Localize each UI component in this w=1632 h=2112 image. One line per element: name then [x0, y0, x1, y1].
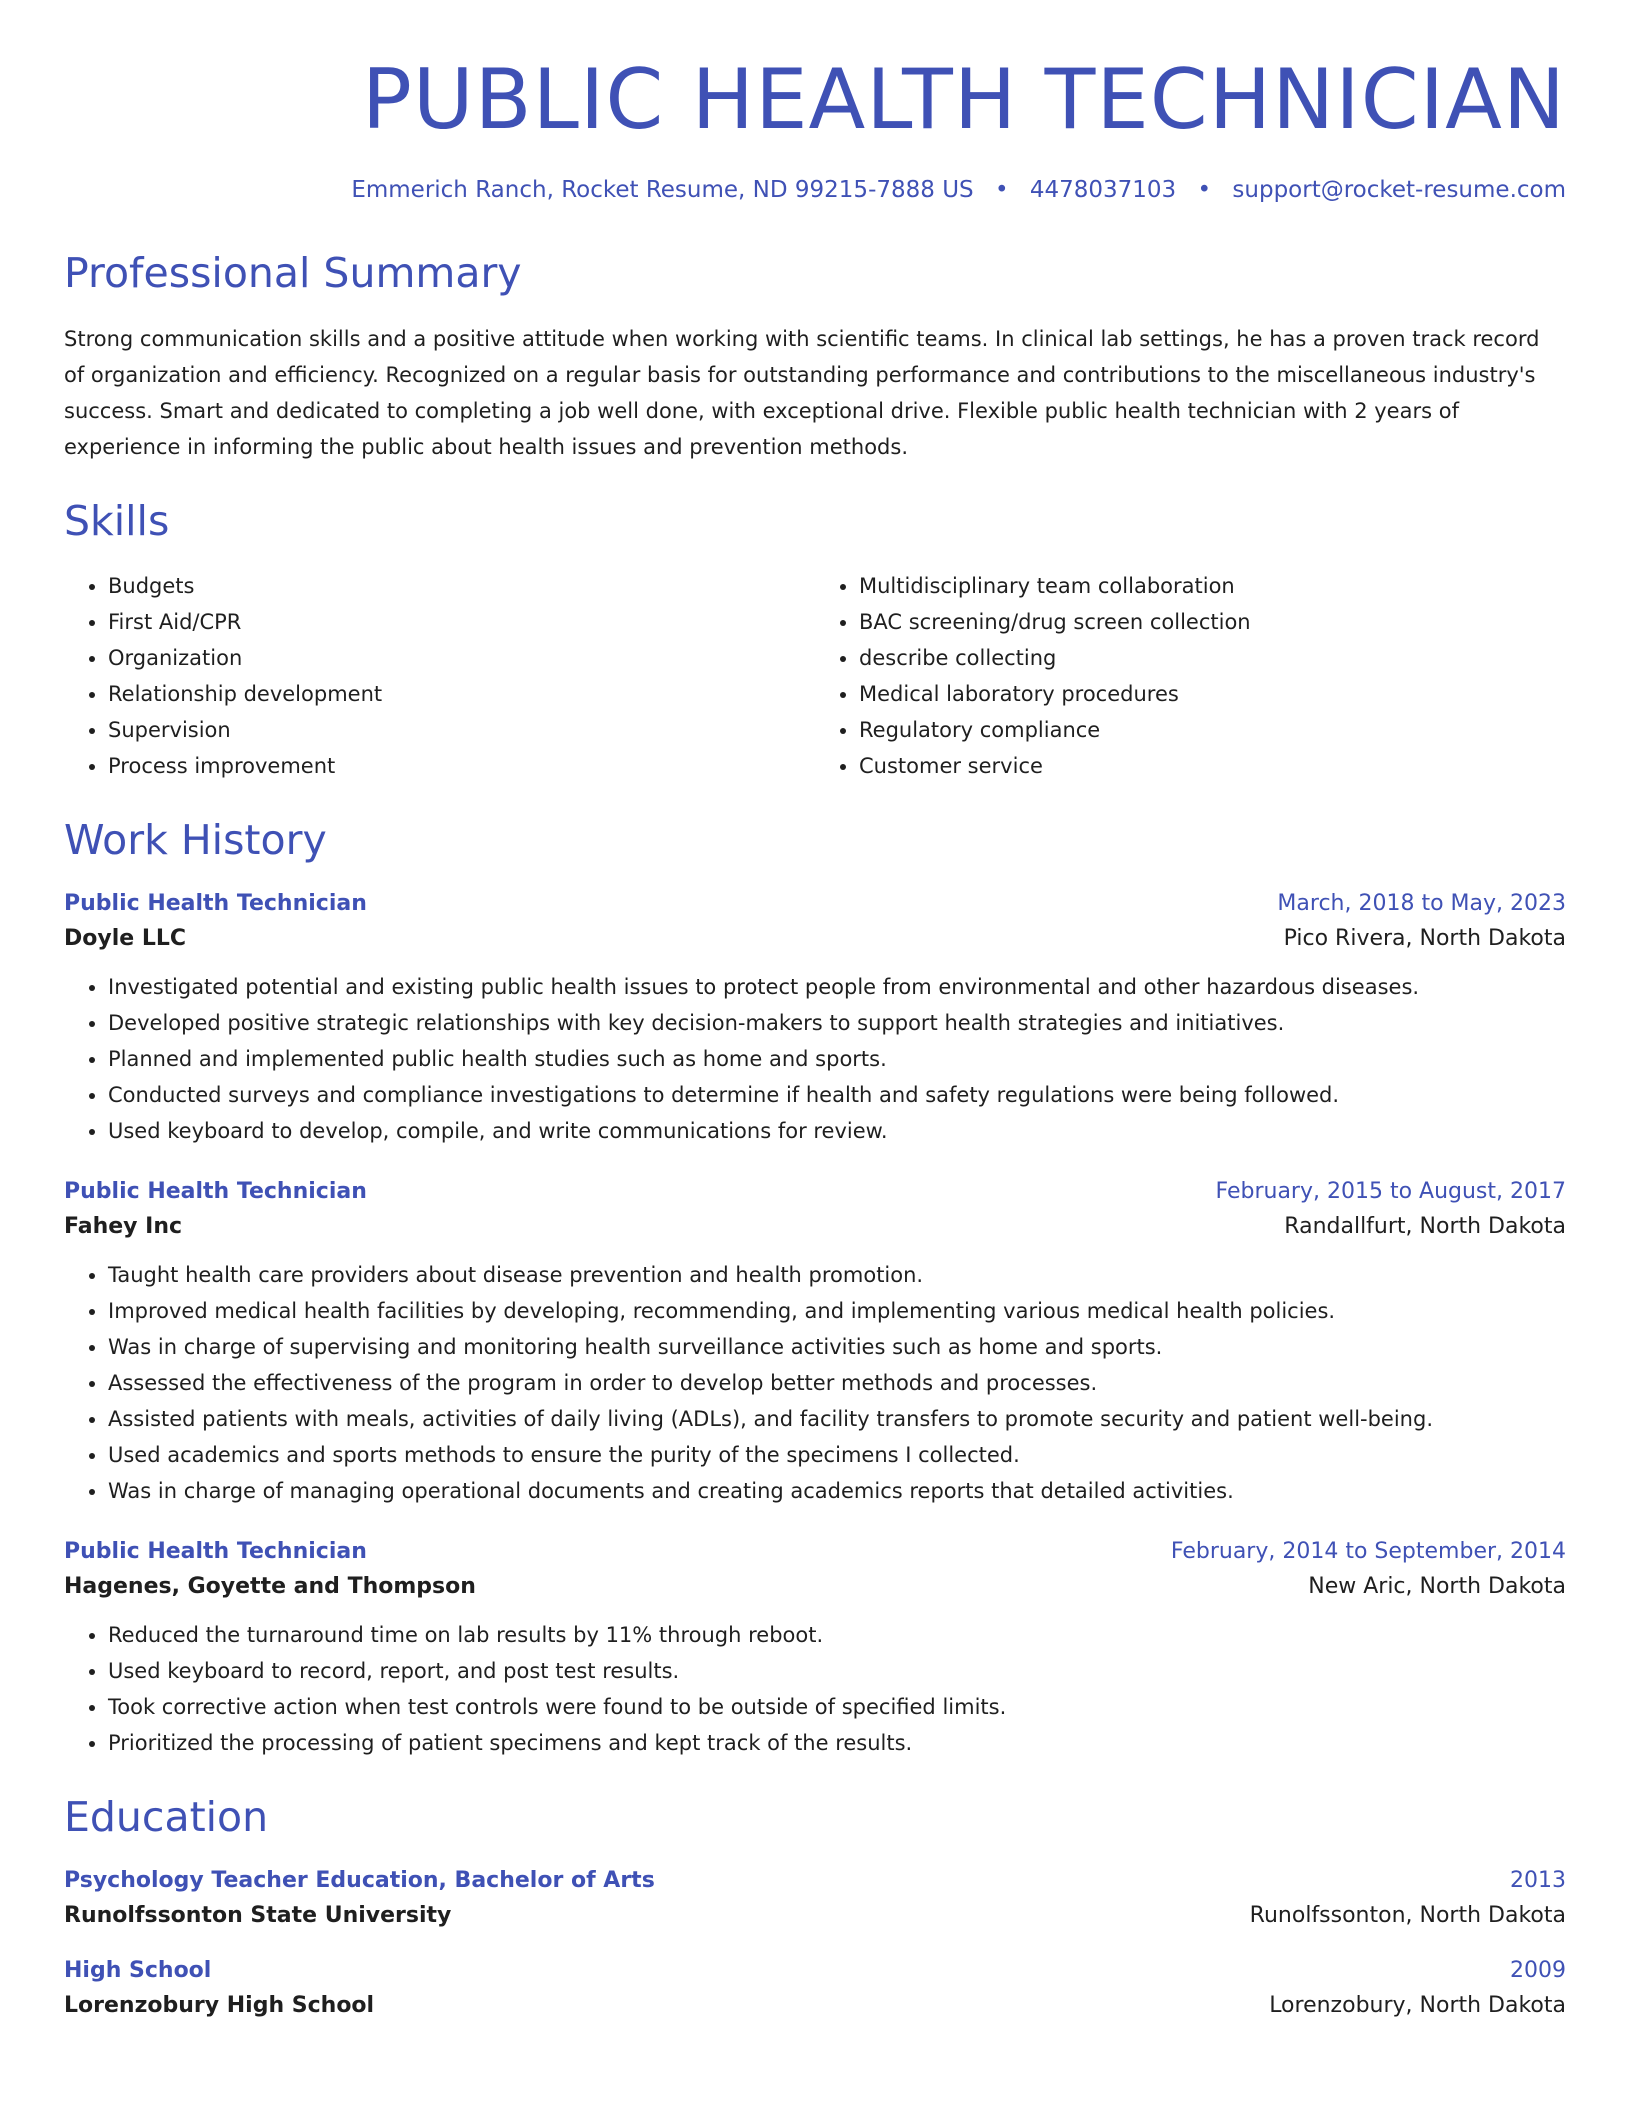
skill-item: • Organization [108, 640, 815, 676]
job-role: Public Health Technician [64, 891, 367, 916]
summary-text: Strong communication skills and a positive attitude when working with scientific teams. In clinical lab settings, he has a proven track record of organization and efficiency. Recognized on a regular basis for outstanding performance and contributions to the miscellaneous industry's success. Smart and dedicated to completing a job well done, with exceptional drive. Flexible public health technician with 2 years of experience in informing the public about health issues and prevention methods. [64, 327, 1540, 459]
skill-item: • Relationship development [108, 676, 815, 712]
job-location: New Aric, North Dakota [1308, 1574, 1566, 1599]
resume-name-heading: PUBLIC HEALTH TECHNICIAN [361, 51, 1566, 148]
education-year: 2009 [1510, 1958, 1566, 1983]
education-header [64, 1868, 1566, 1893]
education-entry [64, 1868, 1566, 1928]
skills-column-right [815, 568, 1566, 784]
education-year: 2013 [1510, 1868, 1566, 1893]
job-header [64, 891, 1566, 916]
education-location: Runolfssonton, North Dakota [1249, 1903, 1566, 1928]
skills-column-left [64, 568, 815, 784]
job-bullet: • Planned and implemented public health studies such as home and sports. [108, 1041, 1566, 1077]
job-bullet: • Prioritized the processing of patient specimens and kept track of the results. [108, 1725, 1566, 1761]
job-company: Doyle LLC [64, 926, 187, 951]
job-bullet: • Improved medical health facilities by developing, recommending, and implementing various medical health policies. [108, 1293, 1566, 1329]
job-location: Pico Rivera, North Dakota [1283, 926, 1566, 951]
contact-line [64, 177, 1566, 203]
skill-item: • Supervision [108, 712, 815, 748]
summary-title: Professional Summary [64, 249, 522, 297]
resume-page [64, 0, 1566, 2018]
education-entry [64, 1958, 1566, 2018]
job-subheader [64, 926, 1566, 951]
job-subheader [64, 1574, 1566, 1599]
job-bullet: • Used academics and sports methods to ensure the purity of the specimens I collected. [108, 1437, 1566, 1473]
education-school: Runolfssonton State University [64, 1903, 452, 1928]
job-role: Public Health Technician [64, 1539, 367, 1564]
job-bullet: • Reduced the turnaround time on lab results by 11% through reboot. [108, 1617, 1566, 1653]
skill-item: • Multidisciplinary team collaboration [859, 568, 1566, 604]
job-bullet: • Took corrective action when test controls were found to be outside of specified limits. [108, 1689, 1566, 1725]
job-bullets [64, 1617, 1566, 1761]
job-dates: February, 2014 to September, 2014 [1170, 1539, 1566, 1564]
contact-separator: • [994, 177, 1009, 203]
education-degree: Psychology Teacher Education, Bachelor of Arts [64, 1868, 655, 1893]
job-subheader [64, 1214, 1566, 1239]
job-dates: March, 2018 to May, 2023 [1277, 891, 1566, 916]
skill-item: • Regulatory compliance [859, 712, 1566, 748]
job-company: Fahey Inc [64, 1214, 183, 1239]
job-bullet: • Developed positive strategic relationships with key decision-makers to support health strategies and initiatives. [108, 1005, 1566, 1041]
skill-item: • BAC screening/drug screen collection [859, 604, 1566, 640]
job-bullets [64, 969, 1566, 1149]
education-subheader [64, 1903, 1566, 1928]
job-header [64, 1179, 1566, 1204]
job-bullets [64, 1257, 1566, 1509]
skill-item: • Customer service [859, 748, 1566, 784]
job-bullet: • Assessed the effectiveness of the program in order to develop better methods and processes. [108, 1365, 1566, 1401]
education-header [64, 1958, 1566, 1983]
job-bullet: • Conducted surveys and compliance investigations to determine if health and safety regulations were being followed. [108, 1077, 1566, 1113]
work-history-title: Work History [64, 816, 327, 864]
job-bullet: • Used keyboard to develop, compile, and write communications for review. [108, 1113, 1566, 1149]
job-bullet: • Investigated potential and existing public health issues to protect people from environmental and other hazardous diseases. [108, 969, 1566, 1005]
education-location: Lorenzobury, North Dakota [1269, 1993, 1566, 2018]
skills-list [64, 568, 1566, 784]
job-dates: February, 2015 to August, 2017 [1215, 1179, 1566, 1204]
job-entry [64, 1539, 1566, 1761]
education-title: Education [64, 1793, 269, 1841]
education-subheader [64, 1993, 1566, 2018]
job-entry [64, 1179, 1566, 1509]
education-school: Lorenzobury High School [64, 1993, 375, 2018]
job-company: Hagenes, Goyette and Thompson [64, 1574, 476, 1599]
contact-email: support@rocket-resume.com [1232, 177, 1566, 203]
job-bullet: • Taught health care providers about disease prevention and health promotion. [108, 1257, 1566, 1293]
contact-address: Emmerich Ranch, Rocket Resume, ND 99215-7888 US [351, 177, 974, 203]
contact-phone: 4478037103 [1029, 177, 1177, 203]
job-bullet: • Was in charge of managing operational documents and creating academics reports that detailed activities. [108, 1473, 1566, 1509]
job-location: Randallfurt, North Dakota [1284, 1214, 1566, 1239]
job-bullet: • Used keyboard to record, report, and post test results. [108, 1653, 1566, 1689]
skills-title: Skills [64, 497, 170, 545]
skill-item: • Process improvement [108, 748, 815, 784]
skill-item: • describe collecting [859, 640, 1566, 676]
job-entry [64, 891, 1566, 1149]
skill-item: • Budgets [108, 568, 815, 604]
job-role: Public Health Technician [64, 1179, 367, 1204]
job-bullet: • Assisted patients with meals, activities of daily living (ADLs), and facility transfers to promote security and patient well-being. [108, 1401, 1566, 1437]
contact-separator: • [1197, 177, 1212, 203]
job-bullet: • Was in charge of supervising and monitoring health surveillance activities such as home and sports. [108, 1329, 1566, 1365]
skill-item: • Medical laboratory procedures [859, 676, 1566, 712]
job-header [64, 1539, 1566, 1564]
education-degree: High School [64, 1958, 212, 1983]
skill-item: • First Aid/CPR [108, 604, 815, 640]
